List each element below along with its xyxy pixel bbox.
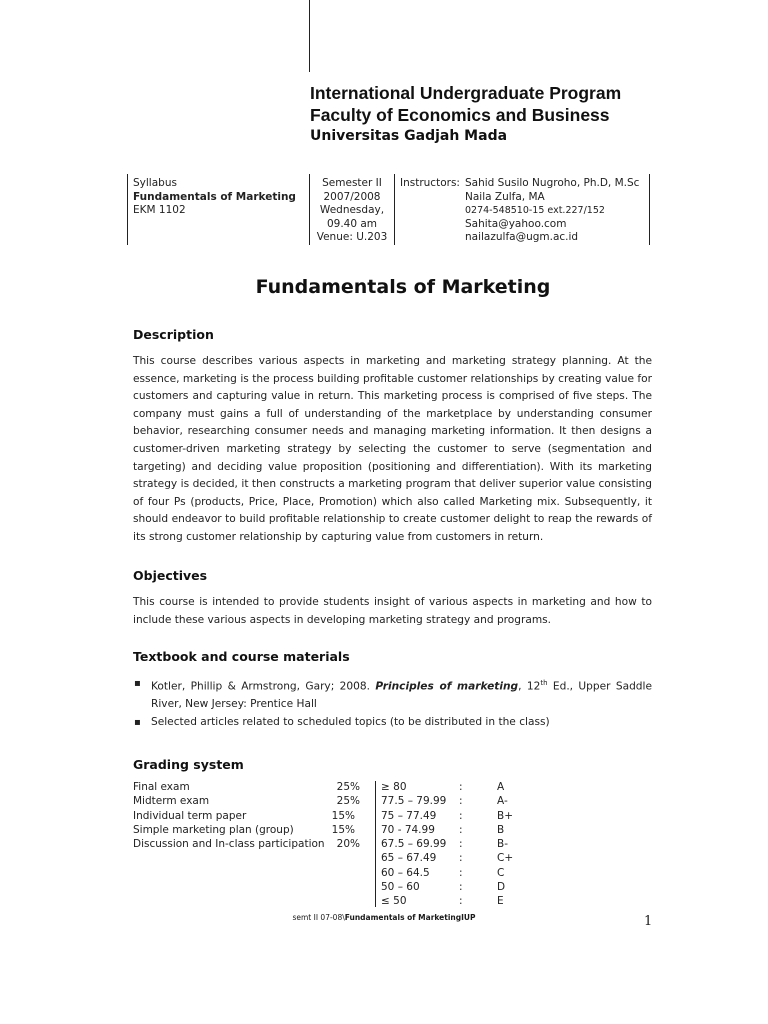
top-vertical-rule [309,0,310,72]
scale-row: 75 – 77.49 : B+ [381,809,514,822]
instructor-2: Naila Zulfa, MA [465,190,545,203]
textbook-list [133,675,652,731]
component-row: Simple marketing plan (group) 15% [133,823,355,836]
phone: 0274-548510-15 ext.227/152 [465,205,605,216]
info-rule-3 [394,174,395,245]
course-info [133,177,296,218]
info-rule-1 [127,174,128,245]
doc-type: Syllabus [133,177,177,189]
scale-row: 65 – 67.49 : C+ [381,852,514,865]
schedule-info [310,177,394,245]
day: Wednesday, [319,204,385,216]
footer-path: semt II 07-08\ [292,913,345,922]
scale-row: 60 – 64.5 : C [381,866,505,879]
scale-row: 77.5 – 79.99 : A- [381,795,508,808]
scale-row: 67.5 – 69.99 : B- [381,838,508,851]
page-title: Fundamentals of Marketing [255,276,551,298]
email-1: Sahita@yahoo.com [465,217,567,230]
component-row: Individual term paper 15% [133,809,355,822]
list-item: ▪ Selected articles related to scheduled topics (to be distributed in the class) [133,714,652,732]
academic-year: 2007/2008 [323,190,381,203]
email-2: nailazulfa@ugm.ac.id [465,231,579,243]
header-program: International Undergraduate Program [310,83,622,103]
venue: Venue: U.203 [316,231,388,243]
list-item: ▪ Kotler, Phillip & Armstrong, Gary; 2008. Principles of marketing, 12th Ed., Upper Saddle River, New Jersey: Prentice Hall [133,675,652,714]
info-rule-4 [649,174,650,245]
book-title: Principles of marketing [375,680,519,693]
semester: Semester II [322,177,382,189]
grading-components [133,780,363,851]
component-row: Discussion and In-class participation 20% [133,838,360,851]
instructors-info [465,177,639,245]
page-header [310,82,621,146]
description-heading: Description [133,327,214,342]
objectives-heading: Objectives [133,568,208,583]
scale-row: ≥ 80 : A [381,781,505,793]
page-footer [0,913,768,922]
textbook-heading: Textbook and course materials [133,649,350,664]
time: 09.40 am [326,217,378,230]
page-number: 1 [644,914,653,929]
grading-heading: Grading system [133,757,244,772]
component-row: Midterm exam 25% [133,795,360,808]
scale-row: 70 - 74.99 : B [381,823,505,836]
grading-rule [375,781,376,907]
component-row: Final exam 25% [133,781,360,793]
instructor-1: Sahid Susilo Nugroho, Ph.D, M.Sc [465,177,640,189]
scale-row: 50 – 60 : D [381,881,506,894]
objectives-text: This course is intended to provide students insight of various aspects in marketing and how to include these various aspects in developing marketing strategy and programs. [133,596,652,626]
scale-row: ≤ 50 : E [381,895,504,908]
header-university: Universitas Gadjah Mada [310,128,508,144]
grade-scale [381,780,513,909]
instructors-label: Instructors: [400,177,460,189]
course-code: EKM 1102 [133,204,186,216]
footer-course: Fundamentals of MarketingIUP [344,913,476,922]
description-text: This course describes various aspects in marketing and marketing strategy planning. At the essence, marketing is the process building profitable customer relationships by creating value for customers and capturing value in return. This marketing process is comprised of five steps. The company must gains a full of understanding of the marketplace by understanding consumer behavior, researching consumer needs and managing marketing information. It then designs a customer-driven marketing strategy by selecting the customer to serve (segmentation and targeting) and deciding value proposition (positioning and differentiation). With its marketing strategy is decided, it then constructs a marketing program that deliver superior value consisting of four Ps (products, Price, Place, Promotion) which also called Marketing mix. Subsequently, it should endeavor to build profitable relationship to create customer delight to reap the rewards of its strong customer relationship by capturing value from customers in return. [133,355,652,543]
header-faculty: Faculty of Economics and Business [310,105,610,125]
course-name: Fundamentals of Marketing [133,190,296,203]
